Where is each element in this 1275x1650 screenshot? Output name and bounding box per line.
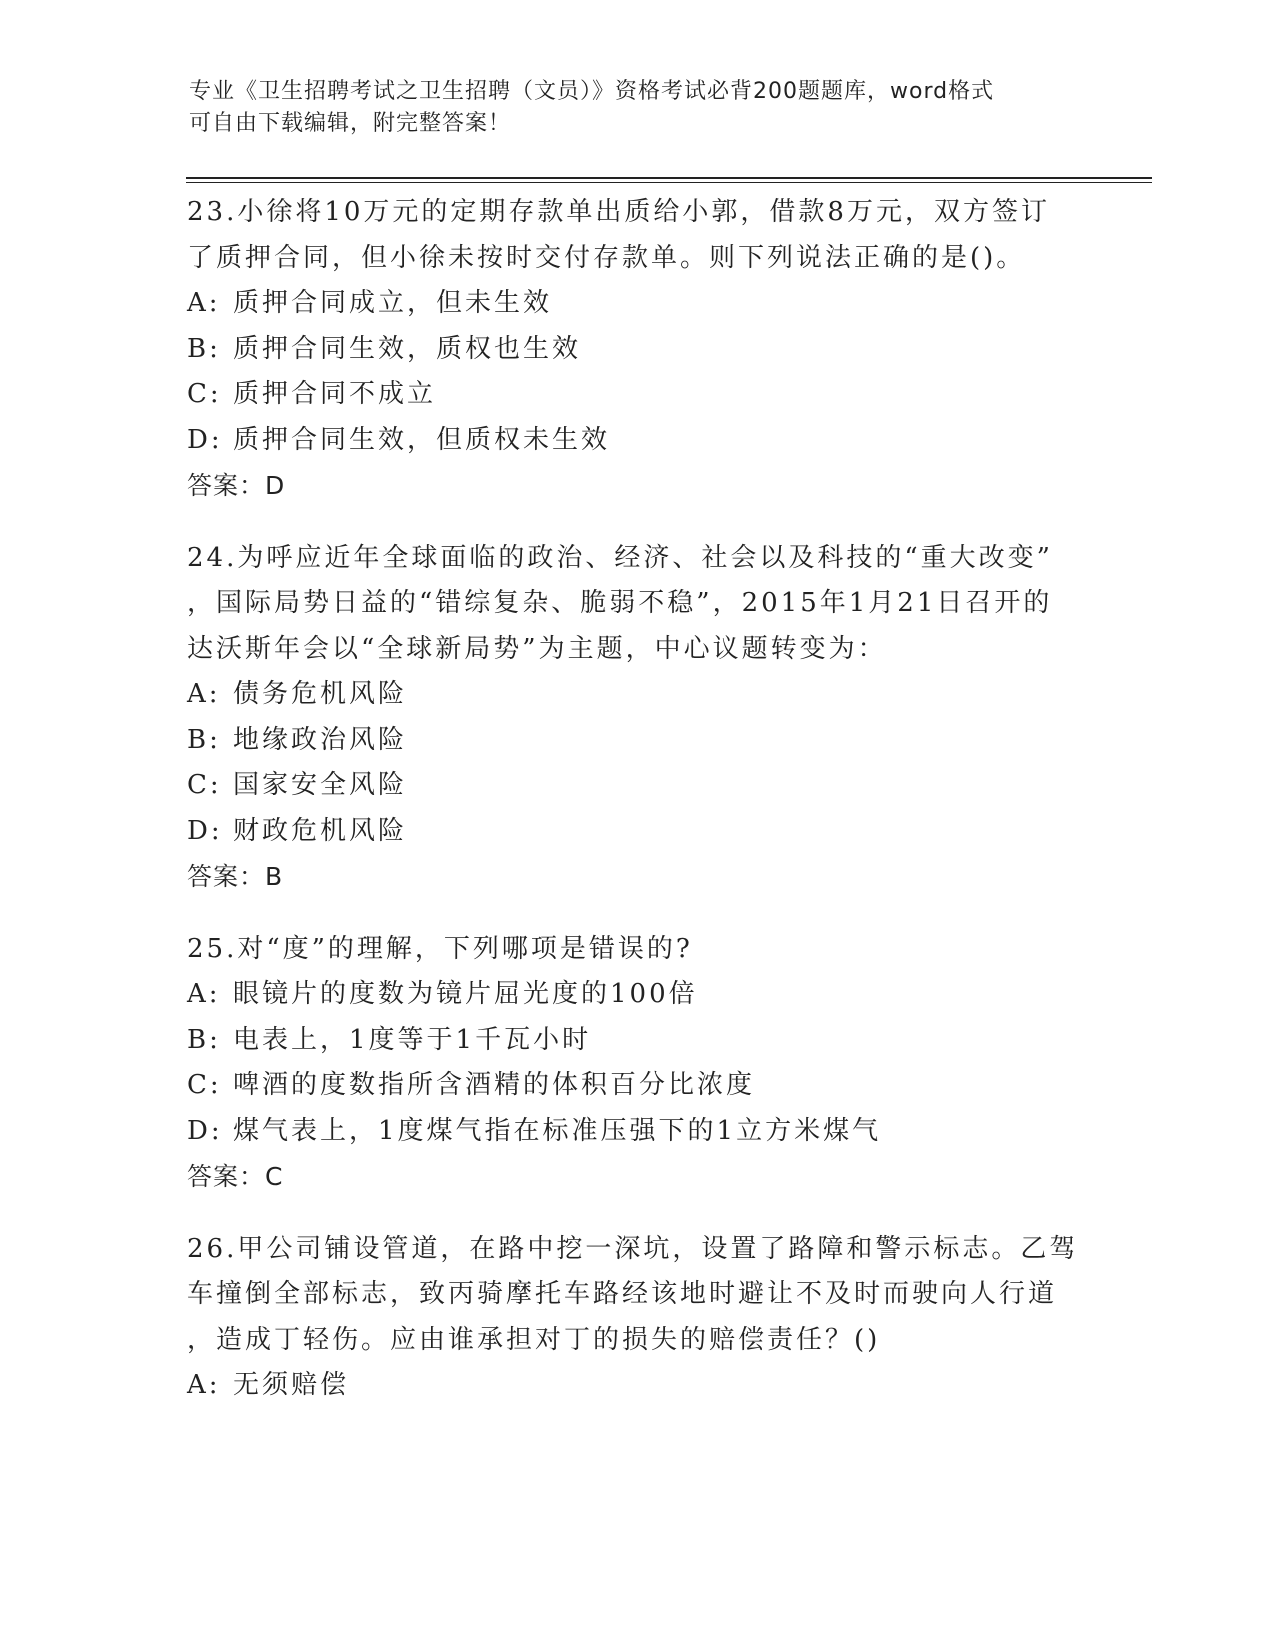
option-c [187,1063,1117,1109]
option-text: 质押合同成立，但未生效 [233,288,553,318]
header-line-1: 专业《卫生招聘考试之卫生招聘（文员）》资格考试必背200题题库，word格式 [189,79,995,104]
option-text: 电表上，1度等于1千瓦小时 [233,1024,592,1055]
question-text-line: ，国际局势日益的“错综复杂、脆弱不稳”，2015年1月21日召开的 [187,588,1053,618]
answer: 答案：B [187,862,284,891]
option-label: D: [187,424,223,455]
option-text: 债务危机风险 [233,679,408,709]
option-text: 煤气表上，1度煤气指在标准压强下的1立方米煤气 [233,1115,882,1146]
document-header [189,76,1089,140]
option-text: 地缘政治风险 [233,724,408,755]
question-text-line: 达沃斯年会以“全球新局势”为主题，中心议题转变为： [187,633,887,664]
option-text: 国家安全风险 [233,770,408,800]
option-text: 财政危机风险 [233,815,408,846]
question-text-line: 25.对“度”的理解，下列哪项是错误的? [187,933,693,964]
option-a [187,281,1117,327]
question-list [187,190,1117,1436]
option-label: C: [187,770,222,800]
option-text: 质押合同生效，但质权未生效 [233,424,611,455]
option-label: B: [187,333,221,364]
option-a [187,672,1117,718]
option-label: B: [187,724,221,755]
option-label: C: [187,1070,222,1100]
option-d [187,418,1117,464]
option-c [187,372,1117,418]
option-b [187,327,1117,373]
question-25 [187,927,1117,1200]
option-label: A: [187,288,221,318]
option-label: D: [187,815,223,846]
header-divider-thick [186,177,1152,179]
option-text: 眼镜片的度数为镜片屈光度的100倍 [233,979,698,1009]
option-label: A: [187,979,221,1009]
option-label: D: [187,1115,223,1146]
option-a [187,1363,1117,1409]
option-text: 质押合同不成立 [233,379,437,409]
option-a [187,972,1117,1018]
answer: 答案：C [187,1162,284,1191]
option-b [187,718,1117,764]
option-c [187,763,1117,809]
option-d [187,809,1117,855]
answer: 答案：D [187,471,286,500]
option-text: 无须赔偿 [233,1370,350,1400]
option-label: A: [187,679,221,709]
option-label: A: [187,1370,221,1400]
option-text: 质押合同生效，质权也生效 [233,333,582,364]
question-26 [187,1227,1117,1409]
question-text-line: 了质押合同，但小徐未按时交付存款单。则下列说法正确的是()。 [187,242,1026,273]
question-text-line: ，造成丁轻伤。应由谁承担对丁的损失的赔偿责任？() [187,1324,881,1355]
question-23 [187,190,1117,509]
option-text: 啤酒的度数指所含酒精的体积百分比浓度 [233,1070,756,1100]
question-text-line: 26.甲公司铺设管道，在路中挖一深坑，设置了路障和警示标志。乙驾 [187,1233,1079,1264]
question-text-line: 24.为呼应近年全球面临的政治、经济、社会以及科技的“重大改变” [187,542,1053,573]
header-line-2: 可自由下载编辑，附完整答案！ [189,111,512,136]
question-24 [187,536,1117,900]
question-text-line: 车撞倒全部标志，致丙骑摩托车路经该地时避让不及时而驶向人行道 [187,1279,1058,1309]
option-label: B: [187,1024,221,1055]
option-label: C: [187,379,222,409]
header-divider-thin [186,182,1152,183]
option-d [187,1109,1117,1155]
option-b [187,1018,1117,1064]
question-text-line: 23.小徐将10万元的定期存款单出质给小郭，借款8万元，双方签订 [187,197,1050,227]
